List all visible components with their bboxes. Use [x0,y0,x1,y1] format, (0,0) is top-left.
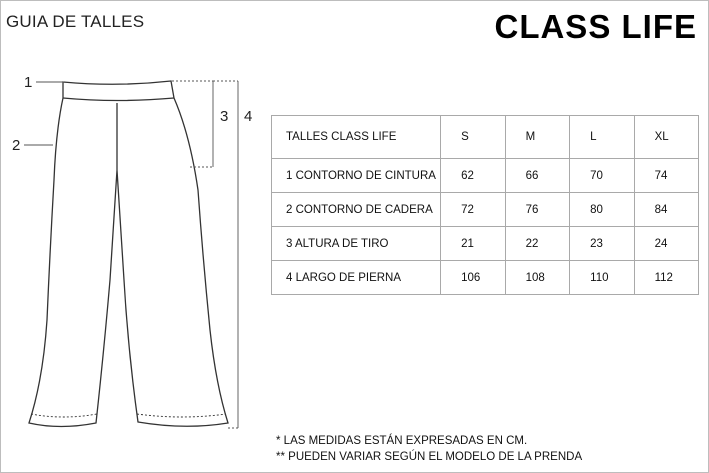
cell-value: 84 [634,193,698,227]
table-row [272,159,699,193]
cell-value: 23 [570,227,634,261]
cell-value: 21 [441,227,506,261]
table-row [272,193,699,227]
cell-value: 24 [634,227,698,261]
row-label: 2 CONTORNO DE CADERA [272,193,441,227]
row-label: 1 CONTORNO DE CINTURA [272,159,441,193]
guide-title: GUIA DE TALLES [6,12,145,31]
pants-outline [29,81,228,427]
cell-value: 22 [505,227,570,261]
callout-1: 1 [24,74,33,91]
cell-value: 110 [570,261,634,295]
callout-2: 2 [12,137,21,154]
cell-value: 62 [441,159,506,193]
row-label: 4 LARGO DE PIERNA [272,261,441,295]
header-cell-s: S [441,116,506,159]
cell-value: 108 [505,261,570,295]
pants-illustration [29,81,228,427]
pants-diagram [0,0,270,473]
cell-value: 76 [505,193,570,227]
row-label: 3 ALTURA DE TIRO [272,227,441,261]
cell-value: 66 [505,159,570,193]
cell-value: 106 [441,261,506,295]
callout-3: 3 [220,108,229,125]
hem-stitch-left [31,414,97,417]
size-table [271,115,699,295]
measure-lines [24,81,238,428]
cell-value: 72 [441,193,506,227]
hem-stitch-right [137,414,226,417]
cell-value: 80 [570,193,634,227]
waistband-line [63,98,174,101]
header-cell-l: L [570,116,634,159]
table-row [272,261,699,295]
table-header-row [272,116,699,159]
table-row [272,227,699,261]
cell-value: 74 [634,159,698,193]
footnotes [276,433,582,465]
brand-logo: CLASS LIFE [494,8,697,45]
footnote-variation: ** PUEDEN VARIAR SEGÚN EL MODELO DE LA PRENDA [276,451,583,463]
cell-value: 70 [570,159,634,193]
header-cell-xl: XL [634,116,698,159]
header-cell-m: M [505,116,570,159]
header-cell-model: TALLES CLASS LIFE [272,116,441,159]
cell-value: 112 [634,261,698,295]
footnote-units: * LAS MEDIDAS ESTÁN EXPRESADAS EN CM. [276,435,528,447]
callout-4: 4 [244,108,253,125]
